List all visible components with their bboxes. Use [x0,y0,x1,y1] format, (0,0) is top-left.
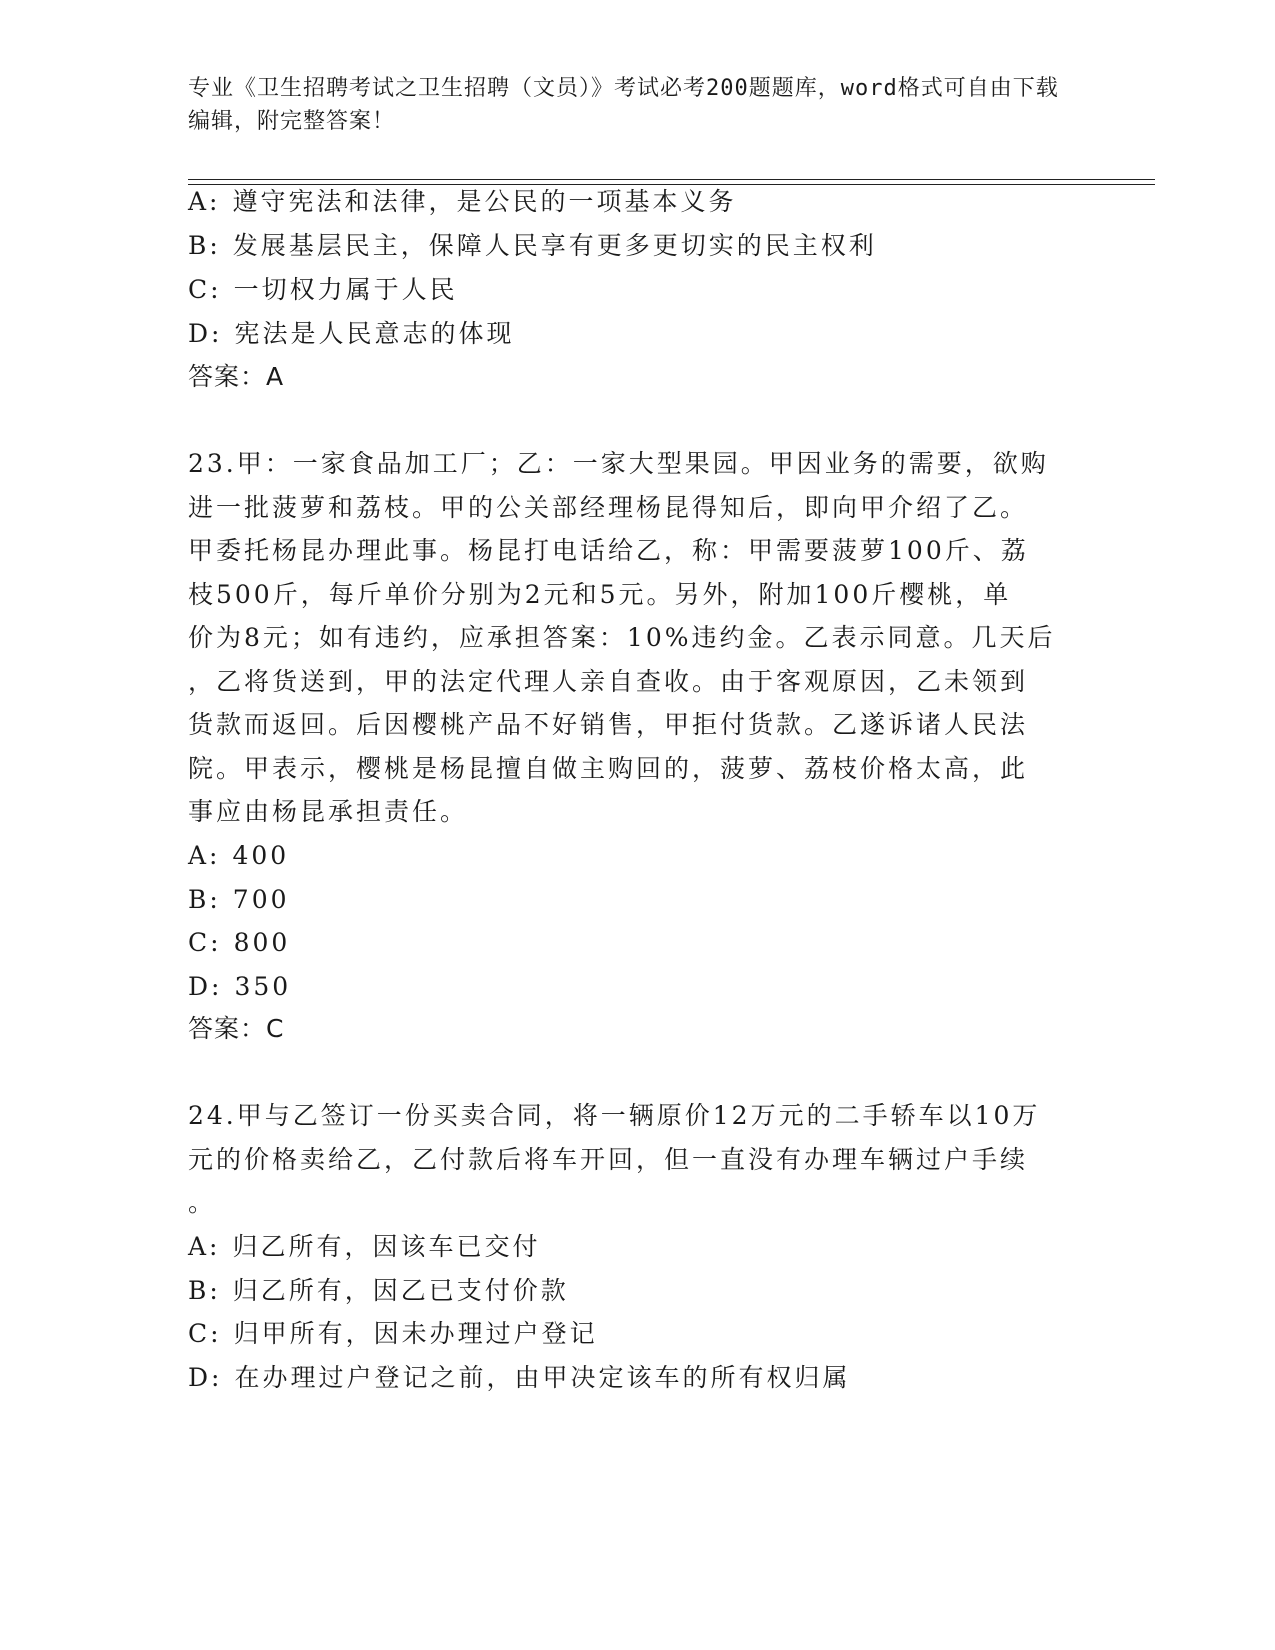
option-key: D: [188,1363,223,1392]
option-key: C: [188,928,222,957]
q23-stem-line: 货款而返回。后因樱桃产品不好销售，甲拒付货款。乙遂诉诸人民法 [188,710,1029,739]
q23-stem-line: 进一批菠萝和荔枝。甲的公关部经理杨昆得知后，即向甲介绍了乙。 [188,493,1029,522]
q23-option-b [188,884,290,916]
q23-stem-line: 23.甲：一家食品加工厂；乙：一家大型果园。甲因业务的需要，欲购 [188,449,1049,478]
option-key: A: [188,187,221,216]
q22-option-a [188,186,737,218]
q22-option-b [188,230,877,262]
option-text: 发展基层民主，保障人民享有更多更切实的民主权利 [232,231,877,260]
option-key: B: [188,885,221,914]
option-text: 归乙所有，因该车已交付 [232,1232,541,1261]
option-key: C: [188,275,222,304]
option-key: A: [188,841,221,870]
q22-answer: 答案：A [188,362,285,391]
q23-answer: 答案：C [188,1014,285,1043]
q23-stem-line: 院。甲表示，樱桃是杨昆擅自做主购回的，菠萝、荔枝价格太高，此 [188,754,1029,783]
header-rule-bottom [188,184,1155,185]
document-header: 专业《卫生招聘考试之卫生招聘（文员）》考试必考200题题库，word格式可自由下载编辑，附完整答案！ [188,76,1059,134]
option-text: 700 [232,885,290,914]
q23-stem-line: 枝500斤，每斤单价分别为2元和5元。另外，附加100斤樱桃，单 [188,580,1012,609]
q24-option-d [188,1362,850,1394]
q23-stem-line: 事应由杨昆承担责任。 [188,797,469,826]
option-text: 400 [232,841,290,870]
option-text: 宪法是人民意志的体现 [234,319,515,348]
option-key: C: [188,1319,222,1348]
q24-option-b [188,1275,569,1307]
q23-option-a [188,840,289,872]
q23-option-c [188,927,290,959]
q24-stem-line: 24.甲与乙签订一份买卖合同，将一辆原价12万元的二手轿车以10万 [188,1101,1041,1130]
q23-option-d [188,971,291,1003]
option-key: B: [188,231,221,260]
option-key: B: [188,1276,221,1305]
q24-option-a [188,1231,541,1263]
option-key: D: [188,319,223,348]
q23-stem-line: ，乙将货送到，甲的法定代理人亲自查收。由于客观原因，乙未领到 [188,667,1029,696]
q22-option-d [188,318,514,350]
option-key: D: [188,972,223,1001]
option-text: 归甲所有，因未办理过户登记 [233,1319,598,1348]
q24-stem-line: 元的价格卖给乙，乙付款后将车开回，但一直没有办理车辆过户手续 [188,1145,1029,1174]
option-key: A: [188,1232,221,1261]
q24-stem-line: 。 [188,1188,217,1217]
header-rule-top [188,179,1155,180]
option-text: 800 [233,928,291,957]
option-text: 350 [234,972,292,1001]
q23-stem-line: 价为8元；如有违约，应承担答案：10%违约金。乙表示同意。几天后 [188,623,1056,652]
q23-stem-line: 甲委托杨昆办理此事。杨昆打电话给乙，称：甲需要菠萝100斤、荔 [188,536,1029,565]
option-text: 归乙所有，因乙已支付价款 [232,1276,569,1305]
option-text: 一切权力属于人民 [233,275,458,304]
q24-option-c [188,1318,598,1350]
q22-option-c [188,274,458,306]
option-text: 在办理过户登记之前，由甲决定该车的所有权归属 [234,1363,851,1392]
option-text: 遵守宪法和法律，是公民的一项基本义务 [232,187,737,216]
